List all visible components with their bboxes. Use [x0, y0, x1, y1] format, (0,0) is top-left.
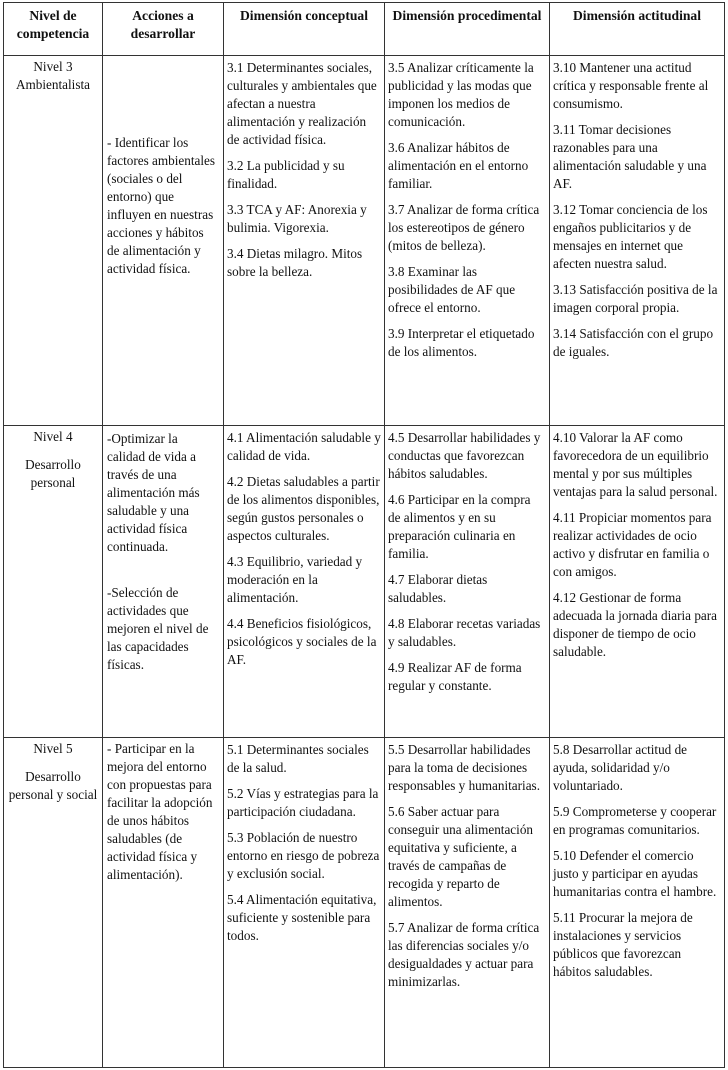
procedimental-cell: [385, 738, 550, 1068]
level-title: Desarrollo personal: [25, 457, 81, 490]
list-item: 4.5 Desarrollar habilidades y conductas que favorezcan hábitos saludables.: [388, 430, 541, 481]
list-item: 5.7 Analizar de forma crítica las diferencias sociales y/o desigualdades y actuar para minimizarlas.: [388, 920, 540, 989]
list-item: 3.1 Determinantes sociales, culturales y ambientales que afectan a nuestra alimentación y realización de actividad física.: [227, 60, 377, 147]
list-item: 4.8 Elaborar recetas variadas y saludables.: [388, 616, 541, 649]
list-item: 4.4 Beneficios fisiológicos, psicológicos y sociales de la AF.: [227, 616, 377, 667]
table-row-nivel-3: [4, 56, 725, 426]
procedimental-cell: [385, 56, 550, 426]
header-conceptual: Dimensión conceptual: [224, 3, 385, 56]
actitudinal-cell: [550, 426, 725, 738]
list-item: 4.9 Realizar AF de forma regular y constante.: [388, 660, 522, 693]
list-item: 3.7 Analizar de forma crítica los estereotipos de género (mitos de belleza).: [388, 202, 540, 253]
action-text: - Identificar los factores ambientales (sociales o del entorno) que influyen en nuestras acciones y hábitos de alimentación y actividad física.: [107, 135, 216, 276]
table-row-nivel-5: [4, 738, 725, 1068]
list-item: 3.10 Mantener una actitud crítica y responsable frente al consumismo.: [553, 60, 709, 111]
list-item: 3.2 La publicidad y su finalidad.: [227, 158, 345, 191]
conceptual-cell: [224, 56, 385, 426]
level-number: Nivel 4: [33, 429, 73, 444]
list-item: 5.3 Población de nuestro entorno en riesgo de pobreza y exclusión social.: [227, 830, 380, 881]
list-item: 3.6 Analizar hábitos de alimentación en el entorno familiar.: [388, 140, 529, 191]
action-text: -Selección de actividades que mejoren el nivel de las capacidades físicas.: [107, 585, 209, 672]
actitudinal-cell: [550, 738, 725, 1068]
list-item: 4.11 Propiciar momentos para realizar actividades de ocio activo y disfrutar en familia o con amigos.: [553, 510, 712, 579]
list-item: 3.11 Tomar decisiones razonables para una alimentación saludable y una AF.: [553, 122, 707, 191]
list-item: 3.13 Satisfacción positiva de la imagen corporal propia.: [553, 282, 718, 315]
list-item: 4.10 Valorar la AF como favorecedora de un equilibrio mental y por sus múltiples ventajas para la salud personal.: [553, 430, 718, 499]
list-item: 3.4 Dietas milagro. Mitos sobre la belleza.: [227, 246, 363, 279]
list-item: 3.3 TCA y AF: Anorexia y bulimia. Vigorexia.: [227, 202, 367, 235]
actions-cell: [103, 56, 224, 426]
list-item: 5.8 Desarrollar actitud de ayuda, solidaridad y/o voluntariado.: [553, 742, 688, 793]
header-procedimental: Dimensión procedimental: [385, 3, 550, 56]
list-item: 3.12 Tomar conciencia de los engaños publicitarios y de mensajes en internet que afecten nuestra salud.: [553, 202, 708, 271]
conceptual-cell: [224, 426, 385, 738]
list-item: 4.6 Participar en la compra de alimentos y en su preparación culinaria en familia.: [388, 492, 531, 561]
list-item: 3.14 Satisfacción con el grupo de iguales.: [553, 326, 714, 359]
list-item: 4.1 Alimentación saludable y calidad de vida.: [227, 430, 381, 463]
competency-table: [3, 2, 725, 1068]
list-item: 5.1 Determinantes sociales de la salud.: [227, 742, 369, 775]
list-item: 4.12 Gestionar de forma adecuada la jornada diaria para disponer de tiempo de ocio saludable.: [553, 590, 718, 659]
header-row: [4, 3, 725, 56]
level-number: Nivel 3: [33, 59, 73, 74]
list-item: 5.5 Desarrollar habilidades para la toma de decisiones responsables y humanitarias.: [388, 742, 540, 793]
list-item: 5.11 Procurar la mejora de instalaciones y servicios públicos que favorezcan hábitos saludables.: [553, 910, 693, 979]
procedimental-cell: [385, 426, 550, 738]
list-item: 4.3 Equilibrio, variedad y moderación en la alimentación.: [227, 554, 363, 605]
level-cell: [4, 56, 103, 426]
list-item: 4.7 Elaborar dietas saludables.: [388, 572, 488, 605]
list-item: 5.10 Defender el comercio justo y participar en ayudas humanitarias contra el hambre.: [553, 848, 717, 899]
list-item: 4.2 Dietas saludables a partir de los alimentos disponibles, según gustos personales o aspectos culturales.: [227, 474, 380, 543]
action-text: - Participar en la mejora del entorno con propuestas para facilitar la adopción de unos hábitos saludables (de actividad física y alimentación).: [107, 741, 213, 882]
level-title: Desarrollo personal y social: [8, 769, 98, 802]
list-item: 5.4 Alimentación equitativa, suficiente y sostenible para todos.: [227, 892, 377, 943]
list-item: 3.8 Examinar las posibilidades de AF que ofrece el entorno.: [388, 264, 516, 315]
header-actitudinal: Dimensión actitudinal: [550, 3, 725, 56]
conceptual-cell: [224, 738, 385, 1068]
actions-cell: [103, 426, 224, 738]
list-item: 3.5 Analizar críticamente la publicidad y las modas que imponen los medios de comunicación.: [388, 60, 534, 129]
list-item: 5.9 Comprometerse y cooperar en programas comunitarios.: [553, 804, 717, 837]
list-item: 3.9 Interpretar el etiquetado de los alimentos.: [388, 326, 535, 359]
header-nivel: Nivel de competencia: [4, 3, 103, 56]
table-row-nivel-4: [4, 426, 725, 738]
actitudinal-cell: [550, 56, 725, 426]
list-item: 5.2 Vías y estrategias para la participación ciudadana.: [227, 786, 379, 819]
level-title: Ambientalista: [16, 77, 90, 92]
actions-cell: [103, 738, 224, 1068]
level-cell: [4, 738, 103, 1068]
level-cell: [4, 426, 103, 738]
action-text: -Optimizar la calidad de vida a través de una alimentación más saludable y una actividad física continuada.: [107, 431, 200, 554]
list-item: 5.6 Saber actuar para conseguir una alimentación equitativa y suficiente, a través de campañas de recogida y reparto de alimentos.: [388, 804, 534, 909]
header-acciones: Acciones a desarrollar: [103, 3, 224, 56]
level-number: Nivel 5: [33, 741, 73, 756]
